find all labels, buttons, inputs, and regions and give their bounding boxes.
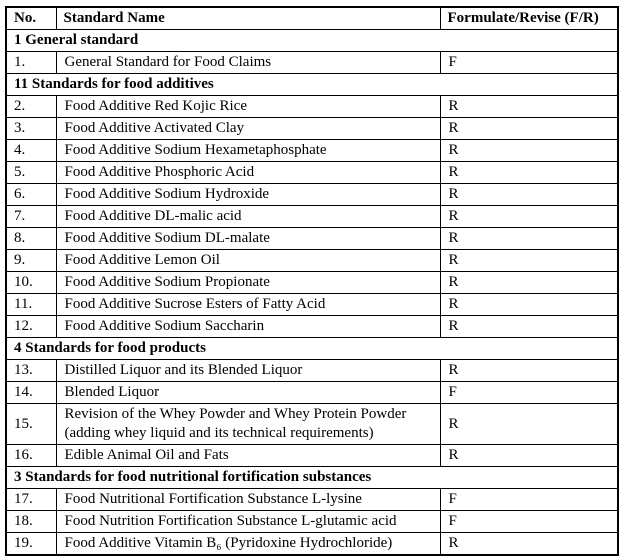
row-number: 12. [6,316,56,338]
row-number: 15. [6,404,56,445]
standard-name: General Standard for Food Claims [56,52,440,74]
formulate-revise-value: R [440,360,618,382]
row-number: 5. [6,162,56,184]
table-body [6,30,618,556]
table-row [6,294,618,316]
table-row [6,272,618,294]
formulate-revise-value: R [440,162,618,184]
standard-name: Food Nutritional Fortification Substance L-lysine [56,489,440,511]
row-number: 9. [6,250,56,272]
table-row [6,316,618,338]
formulate-revise-value: R [440,404,618,445]
section-label: 1 General standard [6,30,618,52]
table-row [6,533,618,556]
formulate-revise-value: F [440,489,618,511]
section-label: 3 Standards for food nutritional fortification substances [6,467,618,489]
standard-name: Food Additive Phosphoric Acid [56,162,440,184]
header-no: No. [6,7,56,30]
standard-name: Food Additive Red Kojic Rice [56,96,440,118]
table-row [6,360,618,382]
section-row [6,30,618,52]
table-header [6,7,618,30]
standard-name: Food Additive Sucrose Esters of Fatty Acid [56,294,440,316]
formulate-revise-value: R [440,118,618,140]
table-row [6,118,618,140]
standard-name: Edible Animal Oil and Fats [56,445,440,467]
formulate-revise-value: R [440,272,618,294]
formulate-revise-value: R [440,445,618,467]
table-row [6,382,618,404]
standard-name: Food Nutrition Fortification Substance L-glutamic acid [56,511,440,533]
section-label: 11 Standards for food additives [6,74,618,96]
formulate-revise-value: R [440,294,618,316]
standard-name: Food Additive Sodium Saccharin [56,316,440,338]
standard-name: Food Additive Sodium Propionate [56,272,440,294]
formulate-revise-value: R [440,206,618,228]
table-row [6,404,618,445]
section-row [6,467,618,489]
row-number: 10. [6,272,56,294]
formulate-revise-value: R [440,316,618,338]
header-row [6,7,618,30]
header-standard-name: Standard Name [56,7,440,30]
formulate-revise-value: F [440,52,618,74]
formulate-revise-value: F [440,511,618,533]
header-formulate-revise: Formulate/Revise (F/R) [440,7,618,30]
table-row [6,140,618,162]
table-row [6,511,618,533]
row-number: 13. [6,360,56,382]
formulate-revise-value: R [440,533,618,556]
standards-table [5,6,619,556]
standard-name: Food Additive Sodium Hexametaphosphate [56,140,440,162]
table-row [6,250,618,272]
standard-name: Revision of the Whey Powder and Whey Protein Powder (adding whey liquid and its technical requirements) [56,404,440,445]
row-number: 1. [6,52,56,74]
standard-name: Food Additive Vitamin B₆ (Pyridoxine Hydrochloride) [56,533,440,556]
formulate-revise-value: R [440,228,618,250]
row-number: 16. [6,445,56,467]
formulate-revise-value: R [440,184,618,206]
section-row [6,338,618,360]
table-row [6,52,618,74]
table-row [6,162,618,184]
section-label: 4 Standards for food products [6,338,618,360]
table-row [6,206,618,228]
row-number: 14. [6,382,56,404]
table-row [6,489,618,511]
formulate-revise-value: R [440,250,618,272]
row-number: 4. [6,140,56,162]
standard-name: Food Additive Sodium Hydroxide [56,184,440,206]
row-number: 18. [6,511,56,533]
formulate-revise-value: R [440,140,618,162]
standard-name: Food Additive Sodium DL-malate [56,228,440,250]
standard-name: Food Additive Activated Clay [56,118,440,140]
table-row [6,96,618,118]
row-number: 11. [6,294,56,316]
formulate-revise-value: R [440,96,618,118]
row-number: 17. [6,489,56,511]
table-row [6,228,618,250]
standard-name: Distilled Liquor and its Blended Liquor [56,360,440,382]
row-number: 2. [6,96,56,118]
section-row [6,74,618,96]
formulate-revise-value: F [440,382,618,404]
table-row [6,184,618,206]
row-number: 8. [6,228,56,250]
standard-name: Food Additive DL-malic acid [56,206,440,228]
row-number: 19. [6,533,56,556]
row-number: 3. [6,118,56,140]
row-number: 7. [6,206,56,228]
standard-name: Blended Liquor [56,382,440,404]
table-row [6,445,618,467]
row-number: 6. [6,184,56,206]
standard-name: Food Additive Lemon Oil [56,250,440,272]
